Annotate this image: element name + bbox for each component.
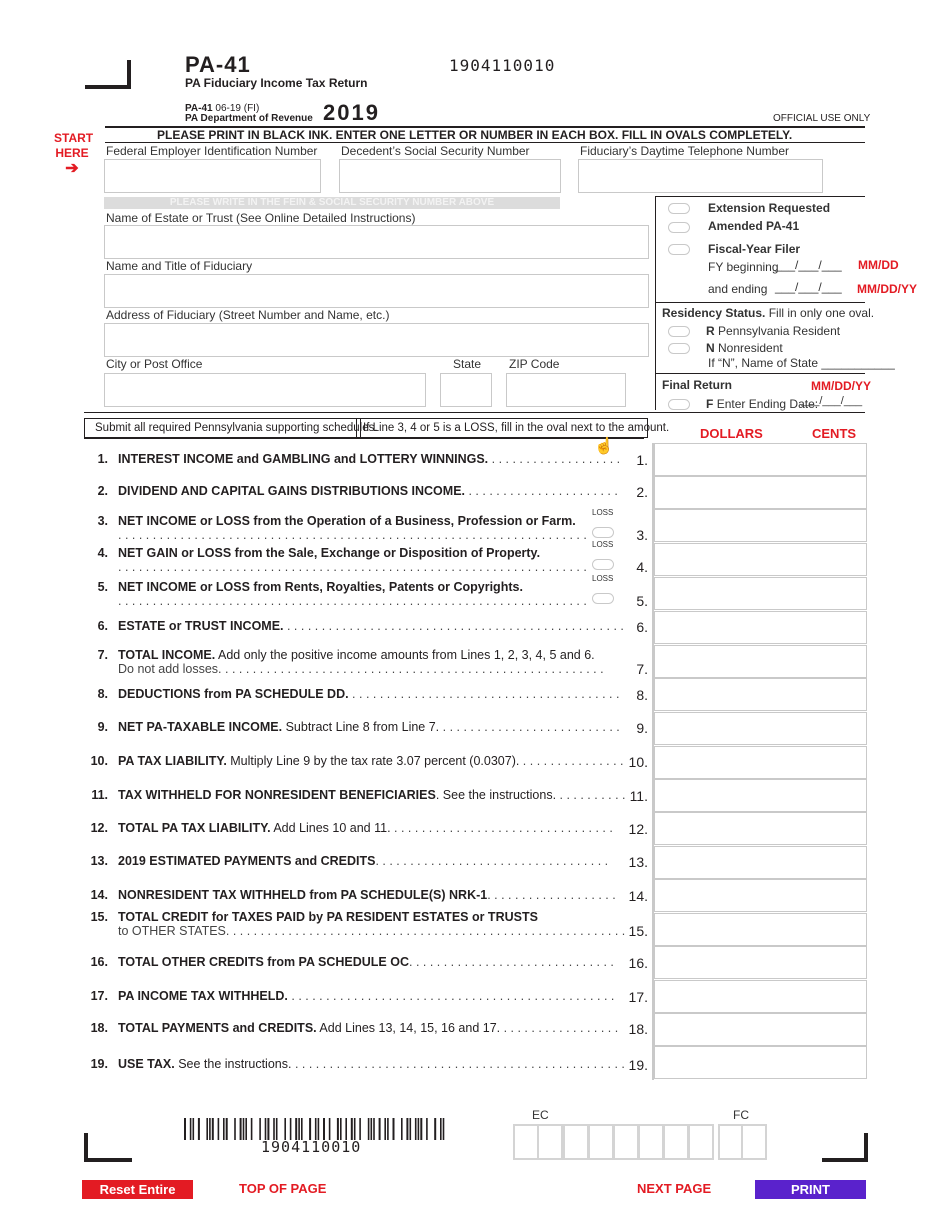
ssn-label: Decedent’s Social Security Number bbox=[341, 144, 530, 158]
final-return-rule bbox=[655, 373, 865, 374]
line-13-amount[interactable] bbox=[654, 846, 867, 879]
line-title: ESTATE or TRUST INCOME. bbox=[118, 619, 284, 633]
line-18 bbox=[88, 1021, 648, 1037]
line-detail: Multiply Line 9 by the tax rate 3.07 percent (0.0307). bbox=[226, 754, 520, 768]
estate-name-input[interactable] bbox=[104, 225, 649, 259]
barcode-bar bbox=[384, 1118, 386, 1140]
revision-code-date: 06-19 (FI) bbox=[215, 103, 260, 114]
line-ref-number: 7. bbox=[636, 661, 648, 677]
line-leader: . . . . . . . . . . . . . . . . . . . bbox=[487, 888, 616, 902]
line-description bbox=[118, 720, 658, 734]
line-ref-number: 3. bbox=[636, 527, 648, 543]
line-10 bbox=[88, 754, 648, 770]
code-box[interactable] bbox=[613, 1124, 639, 1160]
ssn-input[interactable] bbox=[339, 159, 561, 193]
phone-label: Fiduciary’s Daytime Telephone Number bbox=[580, 144, 789, 158]
barcode-bar bbox=[298, 1118, 300, 1140]
line-title: NET GAIN or LOSS from the Sale, Exchange or Disposition of Property. bbox=[118, 546, 541, 560]
line-description bbox=[118, 910, 658, 938]
line-ref-number: 5. bbox=[636, 593, 648, 609]
revision-code-bold: PA-41 bbox=[185, 103, 213, 114]
next-page-link[interactable]: NEXT PAGE bbox=[637, 1181, 712, 1196]
final-code: F bbox=[706, 397, 714, 411]
fy-ending-date[interactable]: ___/___/___ bbox=[775, 280, 842, 294]
line-title: USE TAX. bbox=[118, 1057, 175, 1071]
final-return-format: MM/DD/YY bbox=[811, 379, 871, 393]
barcode-bar bbox=[420, 1118, 422, 1140]
barcode-bar bbox=[401, 1118, 403, 1140]
line-leader: . . . . . . . . . . . . . . . . . bbox=[500, 1021, 619, 1035]
barcode-bar bbox=[387, 1118, 389, 1140]
line-title: TOTAL PA TAX LIABILITY. bbox=[118, 821, 271, 835]
line-4-amount[interactable] bbox=[654, 543, 867, 576]
line-title: DEDUCTIONS from PA SCHEDULE DD. bbox=[118, 687, 349, 701]
barcode-bar bbox=[415, 1118, 417, 1140]
line-detail: Add Lines 10 and 11. bbox=[270, 821, 391, 835]
barcode-bar bbox=[345, 1118, 347, 1140]
line-number: 4. bbox=[97, 546, 108, 560]
estate-name-label: Name of Estate or Trust (See Online Detailed Instructions) bbox=[106, 211, 416, 225]
loss-label: LOSS bbox=[592, 508, 614, 517]
barcode-bar bbox=[190, 1118, 192, 1140]
fy-beginning-date[interactable]: ___/___/___ bbox=[775, 258, 842, 272]
line-19 bbox=[88, 1057, 648, 1073]
nonresident-label bbox=[706, 341, 783, 355]
section-rule bbox=[84, 412, 865, 413]
hand-pointer-icon: ☝ bbox=[594, 438, 614, 455]
line-5-amount[interactable] bbox=[654, 577, 867, 610]
barcode-bar bbox=[198, 1118, 200, 1140]
line-number: 7. bbox=[97, 648, 108, 662]
barcode-bar bbox=[295, 1118, 297, 1140]
resident-label bbox=[706, 324, 840, 338]
line-11 bbox=[88, 788, 648, 804]
line-title: 2019 ESTIMATED PAYMENTS and CREDITS bbox=[118, 854, 376, 868]
barcode-bar bbox=[379, 1118, 381, 1140]
barcode-bar bbox=[323, 1118, 325, 1140]
extension-label: Extension Requested bbox=[708, 201, 831, 215]
barcode-bar bbox=[337, 1118, 339, 1140]
line-ref-number: 15. bbox=[628, 923, 648, 939]
line-number: 17. bbox=[90, 989, 108, 1003]
line-2 bbox=[88, 484, 648, 500]
line-4 bbox=[88, 546, 648, 576]
line-leader: . . . . . . . . . . . . . . . . . . . . . . . . . . bbox=[439, 720, 620, 734]
barcode-bar bbox=[251, 1118, 253, 1140]
line-8-amount[interactable] bbox=[654, 678, 867, 711]
line-ref-number: 14. bbox=[628, 888, 648, 904]
instructions-rule bbox=[105, 142, 865, 143]
barcode-bar bbox=[273, 1118, 275, 1140]
amended-label: Amended PA-41 bbox=[708, 219, 800, 233]
final-return-oval[interactable] bbox=[668, 399, 690, 410]
barcode-bar bbox=[440, 1118, 442, 1140]
code-box[interactable] bbox=[588, 1124, 614, 1160]
line-leader: . . . . . . . . . . . . . . . . . . . . . . . . . . . . . . . . . . . . . . . . . . . . . . . . . . . . . . . . . . . . . . . . . . . . bbox=[118, 594, 587, 608]
line-ref-number: 2. bbox=[636, 484, 648, 500]
barcode-bar bbox=[301, 1118, 303, 1140]
document-number: 1904110010 bbox=[449, 56, 556, 75]
line-ref-number: 13. bbox=[628, 854, 648, 870]
barcode-bar bbox=[406, 1118, 408, 1140]
fy-beginning-format: MM/DD bbox=[858, 258, 899, 272]
line-13 bbox=[88, 854, 648, 870]
line-detail: See the instructions. bbox=[174, 1057, 292, 1071]
code-box[interactable] bbox=[741, 1124, 767, 1160]
line-number: 5. bbox=[97, 580, 108, 594]
line-number: 8. bbox=[97, 687, 108, 701]
code-box[interactable] bbox=[638, 1124, 664, 1160]
loss-label: LOSS bbox=[592, 574, 614, 583]
line-leader: Do not add losses. . . . . . . . . . . . . . . . . . . . . . . . . . . . . . . . . . . . . . . . . . . . . . . . . . . . . . . . bbox=[118, 662, 604, 676]
line-number: 3. bbox=[97, 514, 108, 528]
line-ref-number: 6. bbox=[636, 619, 648, 635]
state-label: State bbox=[453, 357, 482, 371]
line-9-amount[interactable] bbox=[654, 712, 867, 745]
line-number: 16. bbox=[90, 955, 108, 969]
line-leader: . . . . . . . . . . . . . . . . . . . . . . . . . . . . . . . . . . . . . . . . . . . . . . . bbox=[287, 989, 615, 1003]
barcode-bar bbox=[243, 1118, 245, 1140]
phone-input[interactable] bbox=[578, 159, 823, 193]
line-leader: . . . . . . . . . . . . . . . . . . . . . . . . . . . . . . . . . . . . . . . . . . . . . . . . . . . . . . . . . . . . . . . . . . . . bbox=[118, 560, 587, 574]
line-ref-number: 11. bbox=[629, 788, 648, 804]
line-ref-number: 9. bbox=[636, 720, 648, 736]
barcode-bar bbox=[368, 1118, 370, 1140]
line-number: 19. bbox=[90, 1057, 108, 1071]
resident-text: Pennsylvania Resident bbox=[718, 324, 841, 338]
line-ref-number: 4. bbox=[636, 559, 648, 575]
barcode-number: 1904110010 bbox=[261, 1138, 362, 1156]
line-6 bbox=[88, 619, 648, 635]
line-ref-number: 1. bbox=[636, 452, 648, 468]
line-description bbox=[118, 788, 658, 802]
final-return-label: Final Return bbox=[662, 378, 733, 392]
line-description bbox=[118, 989, 658, 1003]
fiduciary-name-label: Name and Title of Fiduciary bbox=[106, 259, 253, 273]
residency-heading-rest: Fill in only one oval. bbox=[765, 306, 875, 320]
nonresident-text: Nonresident bbox=[718, 341, 783, 355]
line-leader: . . . . . . . . . . bbox=[556, 788, 626, 802]
barcode-bar bbox=[284, 1118, 286, 1140]
code-box[interactable] bbox=[688, 1124, 714, 1160]
fein-input[interactable] bbox=[104, 159, 321, 193]
line-1 bbox=[88, 452, 648, 468]
line-12 bbox=[88, 821, 648, 837]
line-title: NET INCOME or LOSS from Rents, Royalties, Patents or Copyrights. bbox=[118, 580, 523, 594]
barcode-bar bbox=[212, 1118, 214, 1140]
barcode-bar bbox=[218, 1118, 220, 1140]
line-10-amount[interactable] bbox=[654, 746, 867, 779]
code-box[interactable] bbox=[563, 1124, 589, 1160]
line-3 bbox=[88, 514, 648, 544]
line-17 bbox=[88, 989, 648, 1005]
line-number: 6. bbox=[97, 619, 108, 633]
barcode-bar bbox=[290, 1118, 292, 1140]
loss-label: LOSS bbox=[592, 540, 614, 549]
state-input[interactable] bbox=[440, 373, 492, 407]
resident-code: R bbox=[706, 324, 715, 338]
barcode-bar bbox=[309, 1118, 311, 1140]
line-detail: . See the instructions. bbox=[435, 788, 557, 802]
department-name: PA Department of Revenue bbox=[185, 113, 313, 124]
loss-oval[interactable] bbox=[592, 527, 614, 538]
barcode-bar bbox=[259, 1118, 261, 1140]
line-ref-number: 8. bbox=[636, 687, 648, 703]
amended-oval[interactable] bbox=[668, 222, 690, 233]
barcode-bar bbox=[340, 1118, 342, 1140]
line-ref-number: 18. bbox=[628, 1021, 648, 1037]
line-title: NET INCOME or LOSS from the Operation of a Business, Profession or Farm. bbox=[118, 514, 576, 528]
resident-oval[interactable] bbox=[668, 326, 690, 337]
official-use-label: OFFICIAL USE ONLY bbox=[773, 113, 871, 124]
line-14-amount[interactable] bbox=[654, 879, 867, 912]
line-number: 1. bbox=[97, 452, 108, 466]
barcode-bar bbox=[223, 1118, 225, 1140]
line-3-amount[interactable] bbox=[654, 509, 867, 542]
zip-label: ZIP Code bbox=[509, 357, 560, 371]
code-box[interactable] bbox=[537, 1124, 563, 1160]
barcode-bar bbox=[267, 1118, 269, 1140]
line-title: INTEREST INCOME and GAMBLING and LOTTERY WINNINGS. bbox=[118, 452, 489, 466]
city-label: City or Post Office bbox=[106, 357, 203, 371]
fiscal-year-oval[interactable] bbox=[668, 244, 690, 255]
address-input[interactable] bbox=[104, 323, 649, 357]
barcode-bar bbox=[373, 1118, 375, 1140]
line-leader: . . . . . . . . . . . . . . . . . . . . . . . . . . . . . . . . . . . . . . . . . . . . . . . . . bbox=[283, 619, 624, 633]
print-button[interactable]: PRINT bbox=[755, 1180, 866, 1199]
line-description bbox=[118, 821, 658, 835]
barcode-bar bbox=[329, 1118, 331, 1140]
line-7-amount[interactable] bbox=[654, 645, 867, 678]
barcode-bar bbox=[393, 1118, 395, 1140]
barcode-bar bbox=[276, 1118, 278, 1140]
barcode-bar bbox=[240, 1118, 242, 1140]
barcode-bar bbox=[359, 1118, 361, 1140]
write-fein-banner: PLEASE WRITE IN THE FEIN & SOCIAL SECURITY NUMBER ABOVE bbox=[104, 197, 560, 209]
line-description bbox=[118, 754, 658, 768]
line-title: PA INCOME TAX WITHHELD. bbox=[118, 989, 288, 1003]
line-16 bbox=[88, 955, 648, 971]
line-17-amount[interactable] bbox=[654, 980, 867, 1013]
reset-form-button[interactable]: Reset Entire Form bbox=[82, 1180, 193, 1199]
line-description bbox=[118, 514, 658, 542]
line-description bbox=[118, 648, 658, 676]
line-title: TOTAL INCOME. bbox=[118, 648, 216, 662]
line-number: 10. bbox=[90, 754, 108, 768]
line-number: 11. bbox=[91, 788, 108, 802]
line-leader: . . . . . . . . . . . . . . . . . . . . . . bbox=[465, 484, 618, 498]
corner-mark-top-left bbox=[85, 60, 131, 89]
barcode-bar bbox=[354, 1118, 356, 1140]
line-title: TOTAL CREDIT for TAXES PAID by PA RESIDENT ESTATES or TRUSTS bbox=[118, 910, 538, 924]
line-title: TAX WITHHELD FOR NONRESIDENT BENEFICIARIES bbox=[118, 788, 436, 802]
dollars-heading: DOLLARS bbox=[700, 426, 763, 441]
loss-oval[interactable] bbox=[592, 593, 614, 604]
line-description bbox=[118, 546, 658, 574]
line-12-amount[interactable] bbox=[654, 812, 867, 845]
fc-label: FC bbox=[733, 1108, 749, 1122]
line-number: 9. bbox=[97, 720, 108, 734]
line-description bbox=[118, 687, 658, 701]
line-number: 2. bbox=[97, 484, 108, 498]
corner-mark-bottom-left bbox=[84, 1133, 132, 1162]
line-number: 14. bbox=[90, 888, 108, 902]
loss-oval[interactable] bbox=[592, 559, 614, 570]
barcode-bar bbox=[371, 1118, 373, 1140]
line-detail: Add only the positive income amounts from Lines 1, 2, 3, 4, 5 and 6. bbox=[215, 648, 595, 662]
fy-ending-label: and ending bbox=[708, 282, 768, 296]
cents-heading: CENTS bbox=[812, 426, 857, 441]
fiduciary-name-input[interactable] bbox=[104, 274, 649, 308]
residency-rule bbox=[655, 302, 865, 303]
fy-beginning-label: FY beginning bbox=[708, 260, 779, 274]
submit-note: Submit all required Pennsylvania supporting schedules. bbox=[84, 418, 361, 438]
line-18-amount[interactable] bbox=[654, 1013, 867, 1046]
nonresident-oval[interactable] bbox=[668, 343, 690, 354]
line-title: PA TAX LIABILITY. bbox=[118, 754, 227, 768]
right-arrow-icon: ➔ bbox=[65, 160, 79, 177]
fy-ending-format: MM/DD/YY bbox=[857, 282, 917, 296]
line-leader: . . . . . . . . . . . . . . . . . . . . . . . . . . . . . . . . . . . . . . . . . . . . . . . . bbox=[291, 1057, 625, 1071]
barcode-bar bbox=[206, 1118, 208, 1140]
line-ref-number: 17. bbox=[628, 989, 648, 1005]
line-19-amount[interactable] bbox=[654, 1046, 867, 1079]
line-ref-number: 12. bbox=[628, 821, 648, 837]
loss-note: If Line 3, 4 or 5 is a LOSS, fill in the oval next to the amount. bbox=[356, 418, 648, 438]
residency-heading-bold: Residency Status. bbox=[662, 306, 766, 320]
line-8 bbox=[88, 687, 648, 703]
line-title: NONRESIDENT TAX WITHHELD from PA SCHEDULE(S) NRK-1 bbox=[118, 888, 488, 902]
start-label: START bbox=[54, 131, 94, 145]
line-15 bbox=[88, 910, 648, 940]
ec-label: EC bbox=[532, 1108, 549, 1122]
line-ref-number: 19. bbox=[628, 1057, 648, 1073]
barcode-bar bbox=[426, 1118, 428, 1140]
loss-note-rule bbox=[84, 438, 644, 439]
residency-heading bbox=[662, 306, 874, 320]
nonresident-code: N bbox=[706, 341, 715, 355]
line-title: NET PA-TAXABLE INCOME. bbox=[118, 720, 283, 734]
tax-year: 2019 bbox=[323, 100, 380, 125]
line-number: 18. bbox=[90, 1021, 108, 1035]
line-description bbox=[118, 619, 658, 633]
line-description bbox=[118, 484, 658, 498]
city-input[interactable] bbox=[104, 373, 426, 407]
line-16-amount[interactable] bbox=[654, 946, 867, 979]
line-leader: . . . . . . . . . . . . . . . bbox=[519, 754, 624, 768]
barcode-bar bbox=[443, 1118, 445, 1140]
start-here-label bbox=[54, 131, 94, 177]
corner-mark-bottom-right bbox=[822, 1133, 868, 1162]
barcode-bar bbox=[193, 1118, 195, 1140]
form-title: PA Fiduciary Income Tax Return bbox=[185, 76, 368, 90]
barcode-bar bbox=[226, 1118, 228, 1140]
line-leader: . . . . . . . . . . . . . . . . . . . . . . . . . . . . . . . . . . . . . . . bbox=[348, 687, 620, 701]
line-7 bbox=[88, 648, 648, 678]
line-description bbox=[118, 580, 658, 608]
line-description bbox=[118, 888, 658, 902]
line-description bbox=[118, 452, 658, 466]
line-title: TOTAL PAYMENTS and CREDITS. bbox=[118, 1021, 317, 1035]
line-number: 15. bbox=[90, 910, 108, 924]
line-leader: to OTHER STATES. . . . . . . . . . . . . . . . . . . . . . . . . . . . . . . . . . . . . . . . . . . . . . . . . . . . . . . . . . bbox=[118, 924, 626, 938]
line-leader: . . . . . . . . . . . . . . . . . . . . . . . . . . . . . . bbox=[409, 955, 614, 969]
line-5 bbox=[88, 580, 648, 610]
line-2-amount[interactable] bbox=[654, 476, 867, 509]
barcode-bar bbox=[410, 1118, 412, 1140]
side-panel-top-rule bbox=[655, 196, 865, 197]
line-9 bbox=[88, 720, 648, 736]
line-leader: . . . . . . . . . . . . . . . . . . . . . . . . . . . . . . . . bbox=[390, 821, 613, 835]
extension-oval[interactable] bbox=[668, 203, 690, 214]
line-number: 12. bbox=[90, 821, 108, 835]
line-leader: . . . . . . . . . . . . . . . . . . . . . . . . . . . . . . . . . . bbox=[375, 854, 609, 868]
barcode-bar bbox=[209, 1118, 211, 1140]
line-title: DIVIDEND AND CAPITAL GAINS DISTRIBUTIONS INCOME. bbox=[118, 484, 466, 498]
address-label: Address of Fiduciary (Street Number and Name, etc.) bbox=[106, 308, 390, 322]
final-text: Enter Ending Date: bbox=[716, 397, 819, 411]
barcode-bar bbox=[245, 1118, 247, 1140]
barcode-bar bbox=[315, 1118, 317, 1140]
barcode-bar bbox=[351, 1118, 353, 1140]
line-number: 13. bbox=[90, 854, 108, 868]
here-label: HERE bbox=[55, 146, 89, 160]
line-11-amount[interactable] bbox=[654, 779, 867, 812]
barcode-bar bbox=[318, 1118, 320, 1140]
fiscal-year-label: Fiscal-Year Filer bbox=[708, 242, 801, 256]
zip-input[interactable] bbox=[506, 373, 626, 407]
fein-label: Federal Employer Identification Number bbox=[106, 144, 318, 158]
nonresident-state-field[interactable]: If “N”, Name of State ___________ bbox=[708, 356, 895, 370]
line-14 bbox=[88, 888, 648, 904]
line-leader: . . . . . . . . . . . . . . . . . . . . . . . . . . . . . . . . . . . . . . . . . . . . . . . . . . . . . . . . . . . . . . . . . . . . bbox=[118, 528, 587, 542]
barcode-bar bbox=[265, 1118, 267, 1140]
line-title: TOTAL OTHER CREDITS from PA SCHEDULE OC bbox=[118, 955, 409, 969]
line-description bbox=[118, 955, 658, 969]
final-return-date[interactable]: ___/___/___ bbox=[801, 395, 863, 407]
line-leader: . . . . . . . . . . . . . . . . . . . bbox=[488, 452, 621, 466]
line-description bbox=[118, 854, 658, 868]
line-ref-number: 10. bbox=[628, 754, 648, 770]
print-instructions: PLEASE PRINT IN BLACK INK. ENTER ONE LETTER OR NUMBER IN EACH BOX. FILL IN OVALS COMPLETELY. bbox=[157, 128, 793, 142]
line-15-amount[interactable] bbox=[654, 913, 867, 946]
barcode-bar bbox=[234, 1118, 236, 1140]
code-box[interactable] bbox=[513, 1124, 539, 1160]
line-6-amount[interactable] bbox=[654, 611, 867, 644]
barcode-bar bbox=[434, 1118, 436, 1140]
line-1-amount[interactable] bbox=[654, 443, 867, 476]
form-id: PA-41 bbox=[185, 52, 251, 77]
line-description bbox=[118, 1057, 658, 1071]
line-ref-number: 16. bbox=[628, 955, 648, 971]
line-detail: Subtract Line 8 from Line 7. bbox=[282, 720, 440, 734]
barcode-bar bbox=[184, 1118, 186, 1140]
code-box[interactable] bbox=[663, 1124, 689, 1160]
top-of-page-link[interactable]: TOP OF PAGE bbox=[239, 1181, 327, 1196]
line-detail: Add Lines 13, 14, 15, 16 and 17. bbox=[316, 1021, 501, 1035]
barcode-bar bbox=[418, 1118, 420, 1140]
line-description bbox=[118, 1021, 658, 1035]
